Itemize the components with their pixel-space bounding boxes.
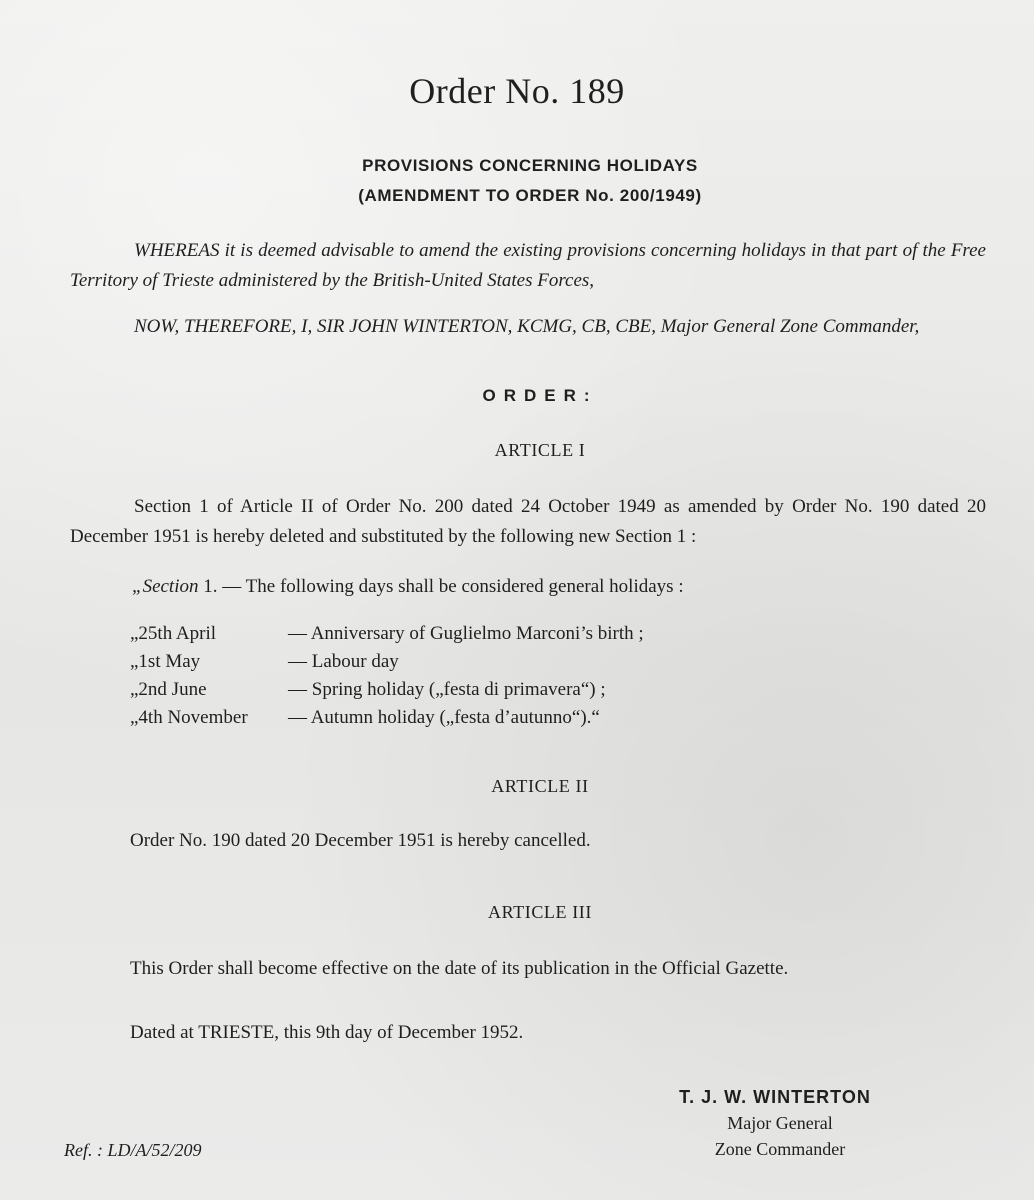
holiday-date: „2nd June [130,679,207,700]
order-title: Order No. 189 [409,71,625,111]
holiday-row [130,704,644,732]
whereas-paragraph: WHEREAS it is deemed advisable to amend the existing provisions concerning holidays in that part of the Free Territory of Trieste administered by the British-United States Forces, [70,240,986,291]
holiday-list [130,620,644,732]
subtitle-provisions: PROVISIONS CONCERNING HOLIDAYS [362,156,698,175]
holiday-row [130,620,644,648]
article-2-text: Order No. 190 dated 20 December 1951 is hereby cancelled. [130,830,591,851]
holiday-description: — Anniversary of Guglielmo Marconi’s birth ; [288,623,644,644]
article-3-text: This Order shall become effective on the date of its publication in the Official Gazette. [130,958,789,979]
holiday-description: — Labour day [288,651,399,672]
holiday-row [130,648,644,676]
article-1-heading: ARTICLE I [494,440,586,460]
article-2-heading: ARTICLE II [491,776,589,796]
signatory-name: T. J. W. WINTERTON [679,1087,871,1107]
holiday-description: — Spring holiday („festa di primavera“) ; [288,679,606,700]
holiday-row [130,676,644,704]
dated-line: Dated at TRIESTE, this 9th day of December 1952. [130,1022,524,1043]
signatory-role: Zone Commander [714,1139,846,1159]
holiday-description: — Autumn holiday („festa d’autunno“).“ [288,707,600,728]
signature-block [640,1084,920,1162]
subtitle-amendment: (AMENDMENT TO ORDER No. 200/1949) [358,186,702,205]
section-1-intro [132,576,684,598]
holiday-date: „25th April [130,623,217,644]
order-heading: ORDER: [482,386,598,405]
section-text: 1. — The following days shall be considered general holidays : [198,576,684,597]
holiday-date: „4th November [130,707,248,728]
now-therefore-paragraph: NOW, THEREFORE, I, SIR JOHN WINTERTON, KCMG, CB, CBE, Major General Zone Commander, [134,316,920,337]
article-1-text: Section 1 of Article II of Order No. 200 dated 24 October 1949 as amended by Order No. 190 dated 20 December 1951 is hereby deleted and substituted by the following new Section 1 : [70,496,986,547]
reference-number: Ref. : LD/A/52/209 [64,1140,202,1160]
holiday-date: „1st May [130,651,201,672]
section-label: „Section [132,576,199,597]
article-3-heading: ARTICLE III [488,902,592,922]
signatory-rank: Major General [727,1113,833,1133]
